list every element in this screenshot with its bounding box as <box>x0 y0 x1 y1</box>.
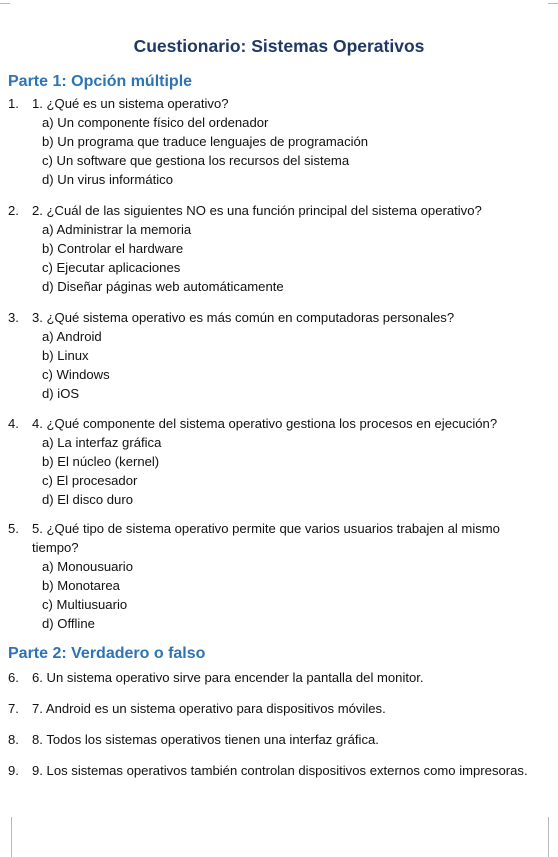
question-5 <box>0 519 558 633</box>
option-c: c) Multiusuario <box>42 597 128 612</box>
option-b: b) El núcleo (kernel) <box>42 454 160 469</box>
statement-text <box>0 730 558 749</box>
statement-label: 6. Un sistema operativo sirve para encender la pantalla del monitor. <box>32 670 424 685</box>
option-c: c) Ejecutar aplicaciones <box>42 260 181 275</box>
option-a: a) La interfaz gráfica <box>42 435 162 450</box>
statement-7 <box>0 699 558 718</box>
question-label: 4. ¿Qué componente del sistema operativo gestiona los procesos en ejecución? <box>32 416 498 431</box>
question-label: 2. ¿Cuál de las siguientes NO es una función principal del sistema operativo? <box>32 203 482 218</box>
crop-mark-bottom-left <box>5 817 12 857</box>
question-3 <box>0 308 558 403</box>
statement-label: 8. Todos los sistemas operativos tienen una interfaz gráfica. <box>32 732 379 747</box>
option-b: b) Monotarea <box>42 578 120 593</box>
statement-text <box>0 668 558 687</box>
section-heading-multiple-choice: Parte 1: Opción múltiple <box>8 73 193 90</box>
question-text <box>0 201 558 220</box>
document-title: Cuestionario: Sistemas Operativos <box>133 36 425 56</box>
question-label: 5. ¿Qué tipo de sistema operativo permite que varios usuarios trabajen al mismo tiempo? <box>32 521 500 555</box>
statement-number: 7. <box>8 701 19 716</box>
question-number: 5. <box>8 521 19 536</box>
question-text <box>0 94 558 113</box>
question-2 <box>0 201 558 296</box>
crop-mark-bottom-right <box>548 817 555 857</box>
option-a: a) Un componente físico del ordenador <box>42 115 269 130</box>
option-b: b) Un programa que traduce lenguajes de programación <box>42 134 369 149</box>
option-a: a) Administrar la memoria <box>42 222 192 237</box>
statement-text <box>0 761 532 780</box>
option-c: c) El procesador <box>42 473 138 488</box>
statement-label: 7. Android es un sistema operativo para dispositivos móviles. <box>32 701 386 716</box>
statement-6 <box>0 668 558 687</box>
question-text <box>0 308 558 327</box>
statement-label: 9. Los sistemas operativos también controlan dispositivos externos como impresoras. <box>32 763 528 778</box>
option-d: d) El disco duro <box>42 492 133 507</box>
crop-mark-top-right <box>548 0 558 4</box>
option-a: a) Monousuario <box>42 559 133 574</box>
statement-number: 9. <box>8 763 19 778</box>
section-heading-true-false: Parte 2: Verdadero o falso <box>8 645 206 662</box>
question-number: 3. <box>8 310 19 325</box>
question-label: 1. ¿Qué es un sistema operativo? <box>32 96 229 111</box>
option-d: d) Diseñar páginas web automáticamente <box>42 279 284 294</box>
question-4 <box>0 414 558 509</box>
option-c: c) Un software que gestiona los recursos del sistema <box>42 153 350 168</box>
question-text <box>0 519 532 557</box>
question-number: 4. <box>8 416 19 431</box>
statement-text <box>0 699 558 718</box>
statement-number: 8. <box>8 732 19 747</box>
option-d: d) Un virus informático <box>42 172 173 187</box>
question-1 <box>0 94 558 189</box>
crop-mark-top-left <box>0 0 10 4</box>
option-b: b) Linux <box>42 348 89 363</box>
option-a: a) Android <box>42 329 102 344</box>
question-number: 1. <box>8 96 19 111</box>
question-text <box>0 414 558 433</box>
option-d: d) iOS <box>42 386 80 401</box>
option-d: d) Offline <box>42 616 95 631</box>
statement-9 <box>0 761 558 780</box>
statement-number: 6. <box>8 670 19 685</box>
statement-8 <box>0 730 558 749</box>
question-number: 2. <box>8 203 19 218</box>
option-b: b) Controlar el hardware <box>42 241 184 256</box>
option-c: c) Windows <box>42 367 110 382</box>
question-label: 3. ¿Qué sistema operativo es más común en computadoras personales? <box>32 310 455 325</box>
